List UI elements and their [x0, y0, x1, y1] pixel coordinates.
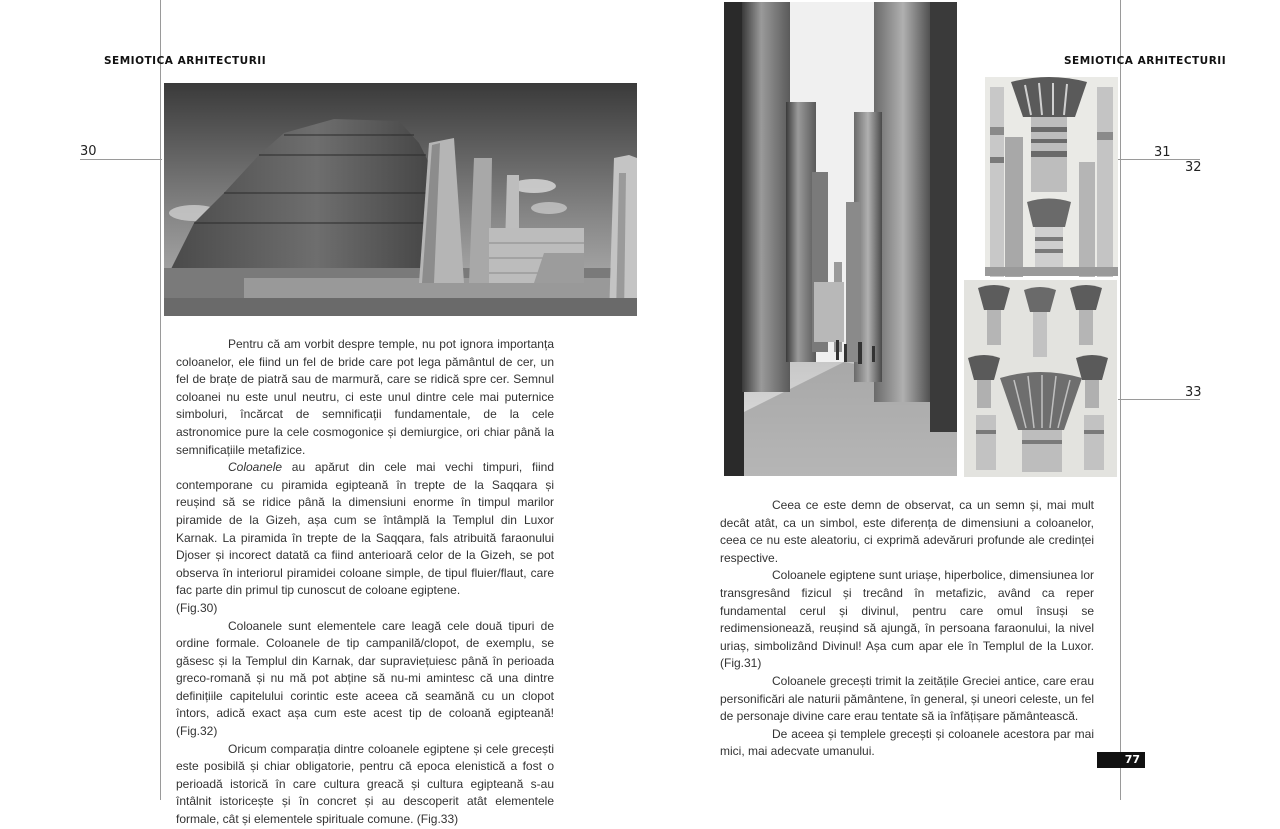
luxor-colonnade-photo [724, 2, 957, 476]
figure-number-33: 33 [1185, 385, 1202, 400]
left-column-text [176, 336, 554, 829]
fig30-leader-line [80, 159, 162, 160]
left-paragraph-2-text: au apărut din cele mai vechi timpuri, fiind contemporane cu piramida egipteană în trepte de la Saqqara și reușind să se ridice până la dimensiuni enorme în timpul marilor piramide de la Gizeh, așa cum se întâmplă la Templul din Luxor Karnak. La piramida în trepte de la Saqqara, fals atribuită faraonului Djoser și incorect datată ca fiind anterioară celor de la Gizeh, se pot observa în interiorul piramidei coloane simple, de tipul fluier/flaut, care fac parte din primul tip cunoscut de coloane egiptene. [176, 460, 554, 598]
right-paragraph-1: Ceea ce este demn de observat, ca un semn și, mai mult decât atât, ca un simbol, este diferența de dimensiuni a coloanelor, ceea ce nu este aleatoriu, ci exprimă adevăruri profunde ale credinței respective. [720, 498, 1094, 565]
figure-number-32: 32 [1185, 160, 1202, 175]
left-paragraph-2-ref: (Fig.30) [176, 600, 218, 615]
right-paragraph-3: Coloanele grecești trimit la zeitățile Greciei antice, care erau personificări ale naturii pământene, în general, și uneori celeste, un fel de personaje divine care erau tentate să ia înfățișare pământească. [720, 673, 1094, 724]
left-paragraph-2-italic: Coloanele [228, 460, 283, 475]
running-head-right: SEMIOTICA ARHITECTURII [1064, 55, 1227, 67]
step-pyramid-photo [164, 83, 637, 316]
left-paragraph-1: Pentru că am vorbit despre temple, nu pot ignora importanța coloanelor, ele fiind un fel de bride care pot lega pământul de cer, un fel de brațe de piatră sau de marmură, care se ridică spre cer. Semnul coloanei nu este unul neutru, ci este unul dintre cele mai puternice simboluri, încărcat de semnificații fundamentale, de la cele astronomice pure la cele cosmogonice și demiurgice, ori chiar până la semnificațiile metafizice. [176, 337, 554, 457]
left-paragraph-3: Coloanele sunt elementele care leagă cele două tipuri de ordine formale. Coloanele de tip campanilă/clopot, de exemplu, se găsesc și la Templul din Karnak, dar supraviețuiesc până în perioada greco-romană și nu mă pot abține să nu-mi amintesc că una dintre definițiile capitelului corintic este aceea că seamănă cu un clopot întors, adică exact așa cum este acest tip de coloană egipteană! (Fig.32) [176, 618, 554, 739]
column-capitals-plate [964, 280, 1117, 477]
right-margin-rule [1120, 0, 1121, 800]
page-number: 77 [1097, 752, 1145, 768]
egyptian-capitals-illustration [985, 77, 1118, 276]
left-paragraph-4: Oricum comparația dintre coloanele egiptene și cele grecești este posibilă și chiar obligatorie, pentru că epoca elenistică a fost o perioadă istorică în care cultura greacă și cultura egipteană s-au întâlnit istoricește și în concret și au descoperit atât elementele formale, cât și elementele spirituale comune. (Fig.33) [176, 741, 554, 827]
left-margin-rule [160, 0, 161, 800]
right-paragraph-2: Coloanele egiptene sunt uriașe, hiperbolice, dimensiunea lor transgresând fizicul și trecând în metafizic, având ca reper fundamental cerul și divinul, pentru care omul însuși se redimensionează, reușind să ajungă, în persoana faraonului, la nivel uriaș, simbolizând Divinul! Așa cum apar ele în Templul de la Luxor. (Fig.31) [720, 568, 1094, 671]
left-paragraph-2 [176, 459, 554, 617]
right-paragraph-4: De aceea și templele grecești și coloanele acestora par mai mici, mai adecvate umanului. [720, 726, 1094, 759]
right-column-text [720, 497, 1094, 761]
running-head-left: SEMIOTICA ARHITECTURII [104, 55, 267, 67]
figure-number-31: 31 [1154, 145, 1171, 160]
figure-number-30: 30 [80, 144, 97, 159]
